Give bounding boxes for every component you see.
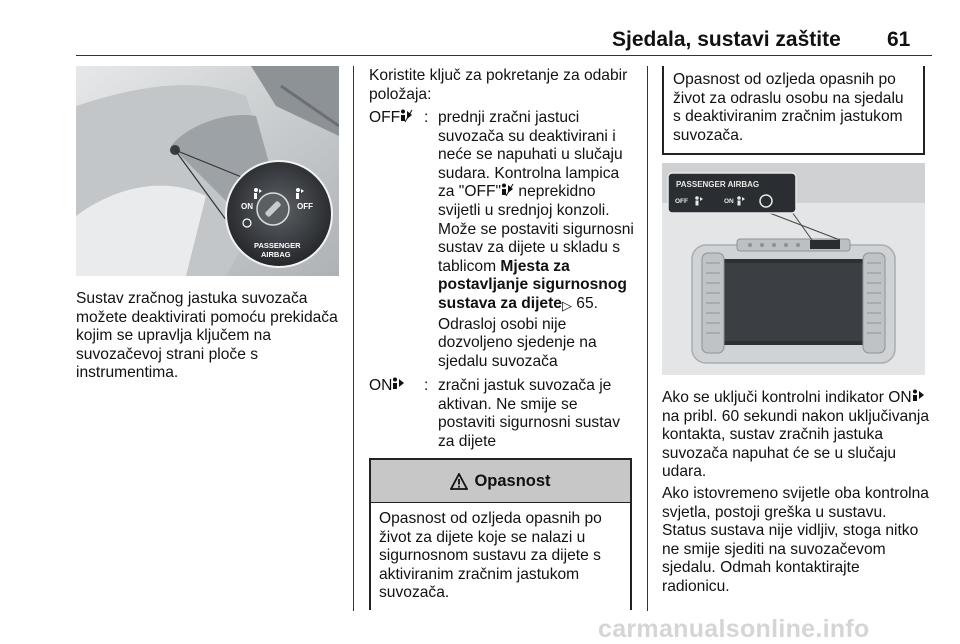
figure-caption-passenger: PASSENGER	[254, 241, 301, 250]
airbag-on-symbol-icon	[392, 377, 405, 392]
column-divider-2	[647, 66, 648, 611]
warning-continued-text: Opasnost od ozljeda opasnih po život za odraslu osobu na sjedalu s deaktiviranim zračnim jastukom suvozača.	[673, 71, 904, 144]
warning-title: Opasnost	[474, 471, 551, 490]
warning-header	[371, 460, 630, 503]
on-term-text: ON	[369, 377, 393, 394]
console-indicator-figure	[662, 163, 925, 375]
console-indicator-illustration	[662, 163, 925, 375]
off-desc-ref: 65. Odrasloj osobi nije dozvoljeno sjedenje na sjedalu suvozača	[438, 294, 598, 370]
airbag-switch-figure	[76, 66, 339, 276]
off-definition-body	[438, 109, 638, 371]
off-desc-part2: neprekidno svijetli u srednjoj konzoli. Može se postaviti sigurnosni sustav za dijete u skladu s tablicom	[438, 183, 634, 275]
on-definition-body: zračni jastuk suvozača je aktivan. Ne smije se postaviti sigurnosni sustav za dijete	[438, 377, 621, 450]
off-definition-colon: :	[424, 109, 429, 126]
warning-box-continued	[662, 66, 925, 155]
panel-on-label: ON	[724, 198, 734, 205]
off-desc-part1: prednji zračni jastuci suvozača su deaktivirani i neće se napuhati u slučaju sudara. Kontrolna lampica za "OFF"	[438, 109, 623, 201]
panel-off-label: OFF	[675, 198, 688, 205]
panel-title-label: PASSENGER AIRBAG	[676, 180, 760, 189]
select-position-intro: Koristite ključ za pokretanje za odabir položaja:	[369, 67, 628, 103]
indicator-para-part-b: na pribl. 60 sekundi nakon uključivanja kontakta, sustav zračnih jastuka suvozača napuhat će se u slučaju udara.	[662, 407, 929, 481]
header-rule	[76, 55, 932, 56]
page-number: 61	[887, 28, 911, 51]
airbag-off-symbol-icon	[400, 109, 413, 124]
figure-on-label: ON	[241, 202, 253, 211]
figure-caption-airbag: AIRBAG	[261, 250, 291, 259]
indicator-para-part-a: Ako se uključi kontrolni indikator ON	[662, 389, 912, 406]
warning-box	[369, 458, 632, 610]
warning-triangle-icon	[450, 473, 468, 490]
page-reference-icon: ▷	[561, 297, 572, 313]
column-divider-1	[353, 66, 354, 611]
airbag-on-inline-icon	[912, 389, 925, 404]
airbag-switch-illustration	[76, 66, 339, 276]
off-definition-term	[369, 109, 413, 128]
airbag-off-inline-icon	[501, 183, 514, 198]
section-title: Sjedala, sustavi zaštite	[612, 28, 841, 51]
off-term-text: OFF	[369, 109, 401, 126]
fault-paragraph: Ako istovremeno svijetle oba kontrolna svjetla, postoji greška u sustavu. Status sustava nije vidljiv, stoga nitko ne smije sjediti na suvozačevom sjedalu. Odmah kontaktirajte radionicu.	[662, 485, 929, 595]
figure-off-label: OFF	[297, 202, 313, 211]
intro-paragraph: Sustav zračnog jastuka suvozača možete deaktivirati pomoću prekidača kojim se upravlja ključem na suvozačevoj strani ploče s instrumentima.	[76, 290, 338, 382]
watermark: carmanualsonline.info	[598, 615, 870, 643]
child-seat-table-link[interactable]: Mjesta za postavljanje sigurnosnog sustava za dijete	[438, 257, 627, 312]
indicator-paragraph	[662, 389, 930, 482]
warning-text: Opasnost od ozljeda opasnih po život za dijete koje se nalazi u sigurnosnom sustavu za dijete s aktiviranim zračnim jastukom suvozača.	[379, 510, 602, 602]
on-definition-term	[369, 377, 405, 396]
on-definition-colon: :	[424, 377, 429, 394]
